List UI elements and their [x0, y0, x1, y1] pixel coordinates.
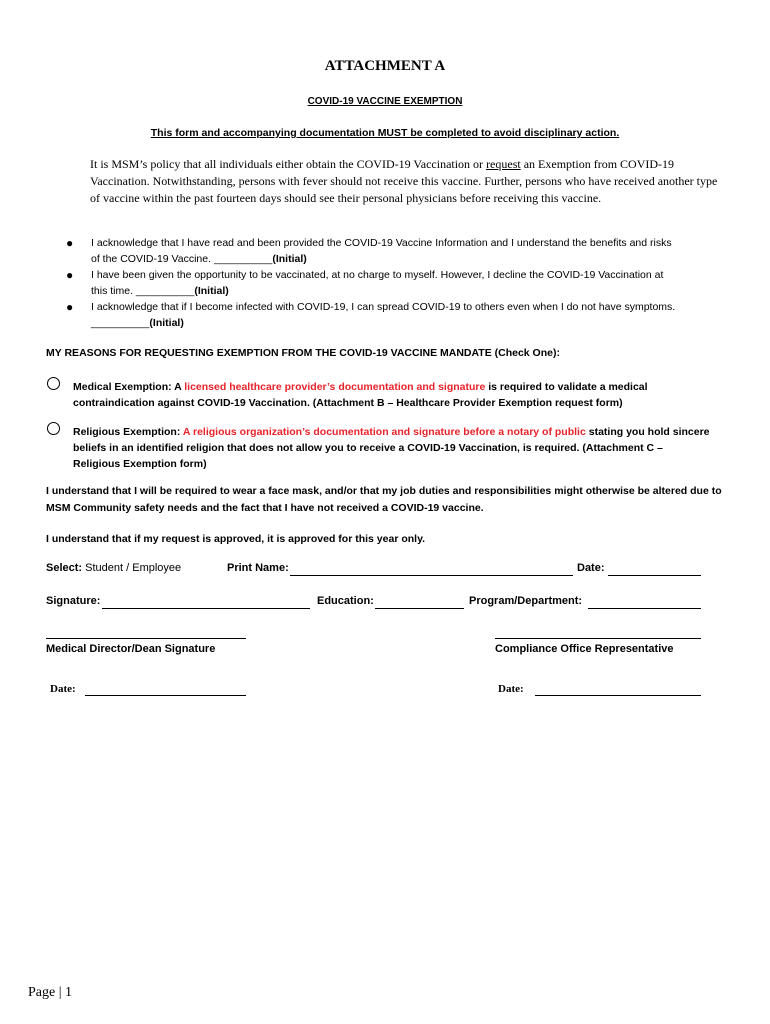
- bullet-icon: ●: [66, 268, 74, 282]
- print-name-input[interactable]: [290, 575, 573, 576]
- director-signature-label: Medical Director/Dean Signature: [46, 643, 216, 655]
- religious-line2: beliefs in an identified religion that does not allow you to receive a COVID-19 Vaccination, is required. (Attachment C –: [73, 442, 663, 454]
- initial-label: (Initial): [194, 285, 229, 297]
- director-date-input[interactable]: [85, 695, 246, 696]
- religious-requirement: A religious organization’s documentation and signature before a notary of public: [182, 426, 586, 438]
- date-label: Date:: [577, 562, 605, 574]
- religious-exemption-text: [73, 424, 728, 472]
- program-input[interactable]: [588, 608, 701, 609]
- bullet-line: __________: [91, 317, 150, 329]
- medical-suffix: is required to validate a medical: [485, 381, 648, 393]
- education-label: Education:: [317, 595, 374, 607]
- signature-input[interactable]: [102, 608, 310, 609]
- print-name-label: Print Name:: [227, 562, 289, 574]
- medical-prefix: Medical Exemption: A: [73, 381, 185, 393]
- select-label: Select:: [46, 562, 83, 574]
- date-input[interactable]: [608, 575, 701, 576]
- compliance-signature-line[interactable]: [495, 638, 701, 639]
- mask-statement: I understand that I will be required to wear a face mask, and/or that my job duties and responsibilities might otherwise be altered due to MSM Community safety needs and the fact that I have not received a COVID-19 vaccine.: [46, 485, 722, 514]
- religious-line3: Religious Exemption form): [73, 458, 207, 470]
- policy-text-2: an Exemption from COVID-19 Vaccination. Notwithstanding, persons with fever should not receive this vaccine. Further, persons who have received another type of vaccine within the past fourteen days should see their personal physicians before receiving this vaccine.: [90, 157, 718, 205]
- form-instruction: This form and accompanying documentation MUST be completed to avoid disciplinary action.: [150, 127, 620, 139]
- compliance-signature-label: Compliance Office Representative: [495, 643, 674, 655]
- medical-exemption-radio[interactable]: [47, 377, 60, 390]
- bullet-line: this time. __________: [91, 285, 195, 297]
- list-item: [0, 299, 770, 331]
- list-item: [0, 267, 770, 299]
- religious-prefix: Religious Exemption:: [73, 426, 183, 438]
- bullet-line: of the COVID-19 Vaccine. __________: [91, 253, 273, 265]
- reasons-heading: MY REASONS FOR REQUESTING EXEMPTION FROM THE COVID-19 VACCINE MANDATE (Check One):: [46, 347, 560, 359]
- religious-exemption-radio[interactable]: [47, 422, 60, 435]
- compliance-date-label: Date:: [498, 683, 524, 695]
- policy-underlined-word: request: [486, 157, 521, 171]
- bullet-icon: ●: [66, 300, 74, 314]
- program-label: Program/Department:: [469, 595, 583, 607]
- acknowledgement-list: [0, 235, 770, 331]
- bullet-line: I have been given the opportunity to be vaccinated, at no charge to myself. However, I decline the COVID-19 Vaccination at: [91, 269, 664, 281]
- approval-statement: I understand that if my request is approved, it is approved for this year only.: [46, 533, 426, 545]
- select-value[interactable]: Student / Employee: [85, 562, 182, 574]
- medical-line2: contraindication against COVID-19 Vaccination. (Attachment B – Healthcare Provider Exemption request form): [73, 397, 623, 409]
- bullet-line: I acknowledge that I have read and been provided the COVID-19 Vaccine Information and I understand the benefits and risks: [91, 237, 672, 249]
- signature-label: Signature:: [46, 595, 101, 607]
- compliance-date-input[interactable]: [535, 695, 701, 696]
- bullet-icon: ●: [66, 236, 74, 250]
- director-date-label: Date:: [50, 683, 76, 695]
- attachment-heading: ATTACHMENT A: [324, 58, 446, 74]
- policy-paragraph: [90, 156, 730, 207]
- director-signature-line[interactable]: [46, 638, 246, 639]
- policy-text-1: It is MSM’s policy that all individuals either obtain the COVID-19 Vaccination or: [90, 157, 487, 171]
- bullet-line: I acknowledge that if I become infected with COVID-19, I can spread COVID-19 to others even when I do not have symptoms.: [91, 301, 676, 313]
- religious-suffix: stating you hold sincere: [585, 426, 710, 438]
- list-item: [0, 235, 770, 267]
- initial-label: (Initial): [149, 317, 184, 329]
- initial-label: (Initial): [272, 253, 307, 265]
- education-input[interactable]: [375, 608, 464, 609]
- form-title: COVID-19 VACCINE EXEMPTION: [307, 96, 463, 107]
- medical-requirement: licensed healthcare provider’s documentation and signature: [184, 381, 486, 393]
- select-field: [46, 562, 181, 574]
- medical-exemption-text: [73, 379, 728, 411]
- page-number: Page | 1: [28, 985, 73, 1000]
